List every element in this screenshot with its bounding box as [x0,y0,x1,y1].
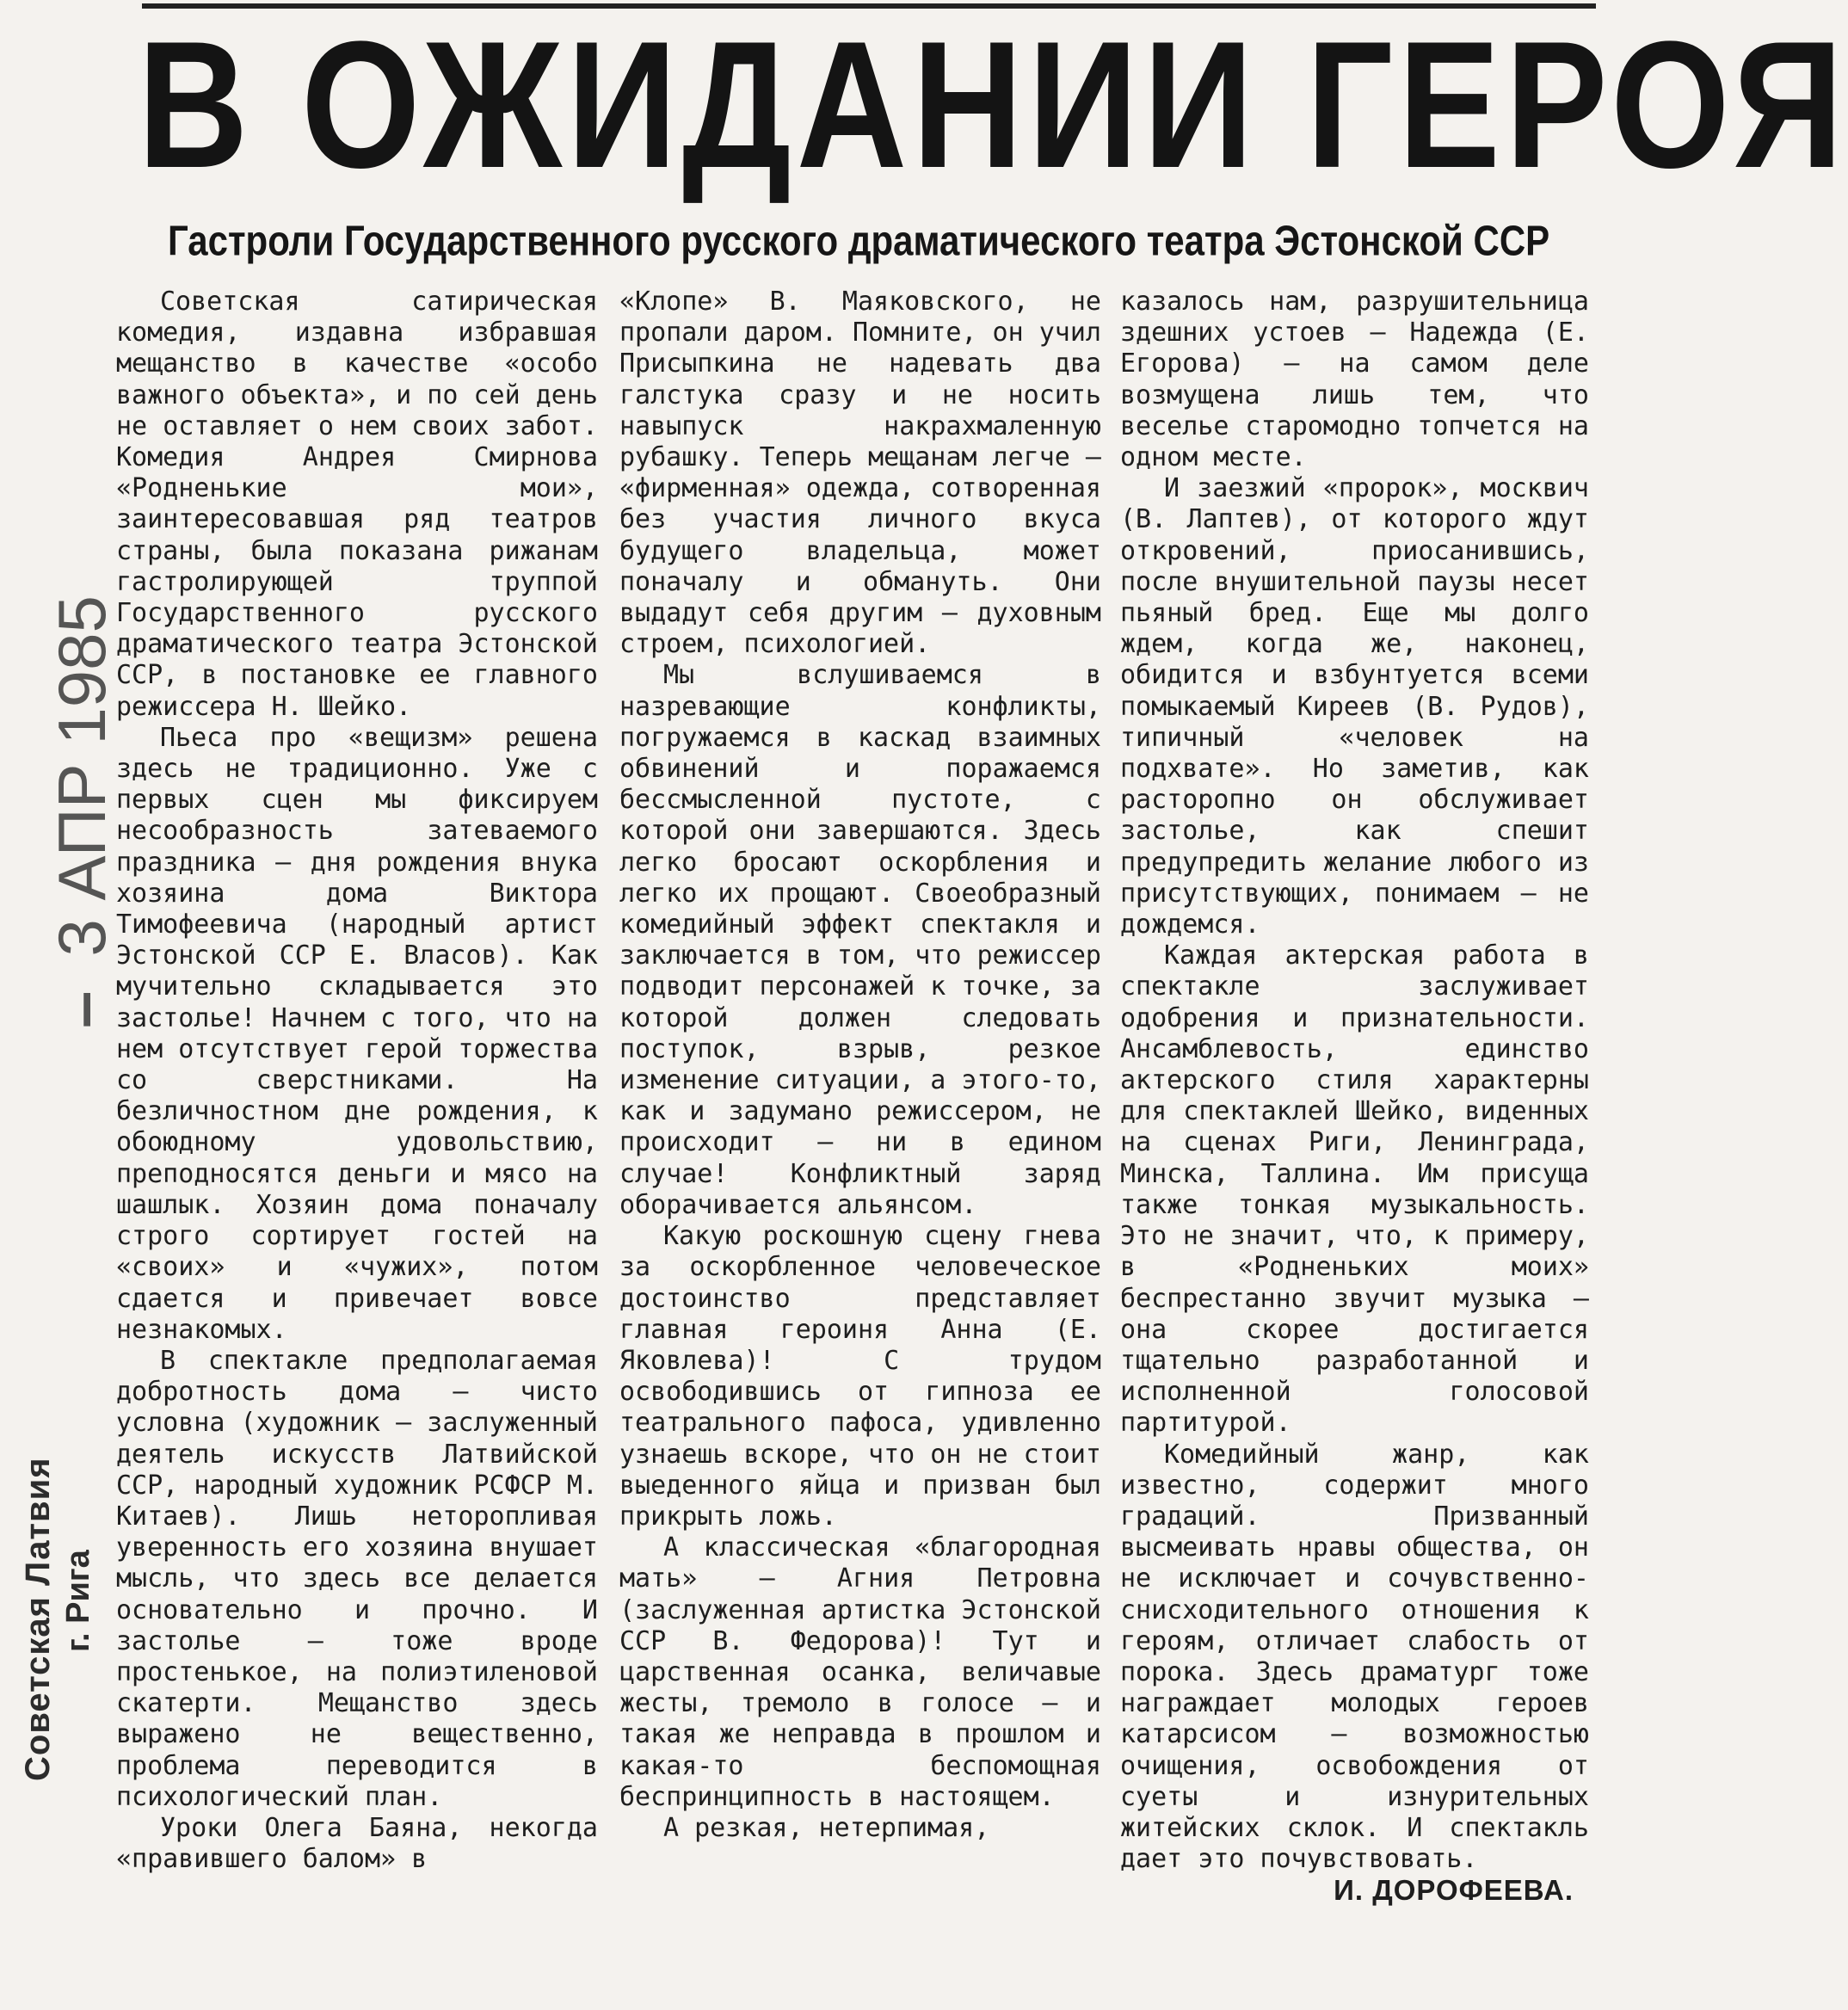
date-stamp [44,564,120,1028]
publication-name: Советская Латвия [19,1457,57,1781]
paragraph: А классическая «благородная мать» — Агния Петровна (заслуженная артистка Эстонской ССР В. Федорова)! Тут и царственная осанка, величавые жесты, тремоло в голосе — и такая же неправда в прошлом и какая-то беспомощная беспринципность в настоящем. [619,1532,1101,1812]
source-stamp [17,1420,120,1781]
publication-city: г. Рига [60,1550,96,1652]
paragraph: «Клопе» В. Маяковского, не пропали даром. Помните, он учил Присыпкина не надевать два галстука сразу и не носить навыпуск накрахмаленную рубашку. Теперь мещанам легче — «фирменная» одежда, сотворенная без участия личного вкуса будущего владельца, может поначалу и обмануть. Они выдадут себя другим — духовным строем, психологией. [619,287,1101,660]
author-signature: И. ДОРОФЕЕВА. [1334,1874,1574,1907]
headline: В ОЖИДАНИИ ГЕРОЯ [138,3,1848,206]
stamp-prefix: – [44,990,120,1028]
paragraph: Каждая актерская работа в спектакле заслуживает одобрения и признательности. Ансамблевость, единство актерского стиля характерны для спектаклей Шейко, виденных на сценах Риги, Ленинграда, Минска, Таллина. Им присуща также тонкая музыкальность. Это не значит, что, к примеру, в «Родненьких моих» беспрестанно звучит музыка — она скорее достигается тщательно разработанной и исполненной голосовой партитурой. [1120,940,1589,1439]
paragraph: Уроки Олега Баяна, некогда «правившего балом» в [116,1812,598,1875]
paragraph: А резкая, нетерпимая, [663,1812,990,1843]
text-column-3 [1120,287,1589,1907]
paragraph: казалось нам, разрушительница здешних устоев — Надежда (Е. Егорова) — на самом деле возмущена лишь тем, что веселье старомодно топчется на одном месте. [1120,287,1589,473]
stamp-date: 3 АПР 1985 [44,595,120,957]
subheadline: Гастроли Государственного русского драматического театра Эстонской ССР [168,216,1550,265]
paragraph: Мы вслушиваемся в назревающие конфликты, погружаемся в каскад взаимных обвинений и поражаемся бессмысленной пустоте, с которой они завершаются. Здесь легко бросают оскорбления и легко их прощают. Своеобразный комедийный эффект спектакля и заключается в том, что режиссер подводит персонажей к точке, за которой должен следовать поступок, взрыв, резкое изменение ситуации, а этого-то, как и задумано режиссером, не происходит — ни в едином случае! Конфликтный заряд оборачивается альянсом. [619,660,1101,1220]
text-column-2 [619,287,1101,1844]
paragraph: И заезжий «пророк», москвич (В. Лаптев), от которого ждут откровений, приосанившись, после внушительной паузы несет пьяный бред. Еще мы долго ждем, когда же, наконец, обидится и взбунтуется всеми помыкаемый Киреев (В. Рудов), типичный «человек на подхвате». Но заметив, как расторопно он обслуживает застолье, как спешит предупредить желание любого из присутствующих, понимаем — не дождемся. [1120,473,1589,940]
paragraph: Комедийный жанр, как известно, содержит много градаций. Призванный высмеивать нравы общества, он не исключает и сочувственно-снисходительного отношения к героям, отличает слабость от порока. Здесь драматург тоже награждает молодых героев катарсисом — возможностью очищения, освобождения от суеты и изнурительных житейских склок. И спектакль дает это почувствовать. [1120,1439,1589,1875]
paragraph: Пьеса про «вещизм» решена здесь не традиционно. Уже с первых сцен мы фиксируем несообразность затеваемого праздника — дня рождения внука хозяина дома Виктора Тимофеевича (народный артист Эстонской ССР Е. Власов). Как мучительно складывается это застолье! Начнем с того, что на нем отсутствует герой торжества со сверстниками. На безличностном дне рождения, к обоюдному удовольствию, преподносятся деньги и мясо на шашлык. Хозяин дома поначалу строго сортирует гостей на «своих» и «чужих», потом сдается и привечает вовсе незнакомых. [116,722,598,1345]
paragraph: Советская сатирическая комедия, издавна избравшая мещанство в качестве «особо важного объекта», и по сей день не оставляет о нем своих забот. Комедия Андрея Смирнова «Родненькие мои», заинтересовавшая ряд театров страны, была показана рижанам гастролирующей труппой Государственного русского драматического театра Эстонской ССР, в постановке ее главного режиссера Н. Шейко. [116,287,598,722]
paragraph: В спектакле предполагаемая добротность дома — чисто условна (художник — заслуженный деятель искусств Латвийской ССР, народный художник РСФСР М. Китаев). Лишь неторопливая уверенность его хозяина внушает мысль, что здесь все делается основательно и прочно. И застолье — тоже вроде простенькое, на полиэтиленовой скатерти. Мещанство здесь выражено не вещественно, проблема переводится в психологический план. [116,1345,598,1812]
paragraph: Какую роскошную сцену гнева за оскорбленное человеческое достоинство представляет главная героиня Анна (Е. Яковлева)! С трудом освободившись от гипноза ее театрального пафоса, удивленно узнаешь вскоре, что он не стоит выеденного яйца и призван был прикрыть ложь. [619,1221,1101,1532]
text-column-1 [116,287,598,1875]
